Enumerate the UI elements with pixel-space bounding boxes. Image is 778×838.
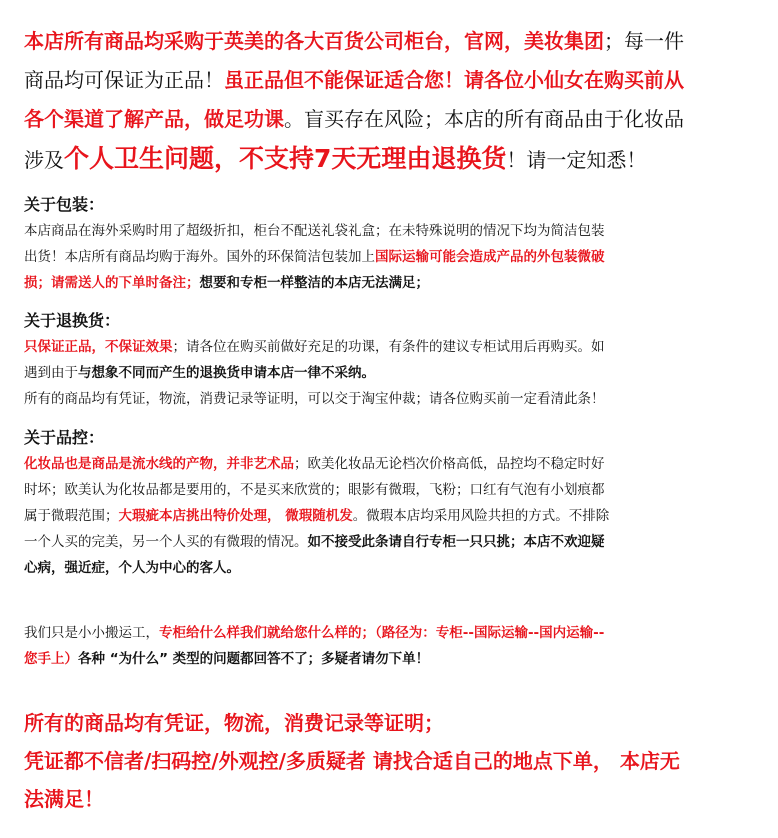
packaging-section [24,192,764,296]
packaging-body [24,218,764,296]
packaging-text: 本店商品在海外采购时用了超级折扣，柜台不配送礼袋礼盒；在未特殊说明的情况下均为简洁包装 [24,223,605,239]
intro-line-4 [24,139,764,180]
returns-heading: 关于退换货： [24,311,121,330]
quality-text: 一个人买的完美，另一个人买的有微瑕的情况。 [24,534,308,550]
packaging-text: 出货！本店所有商品均购于海外。国外的环保简洁包装加上 [24,249,375,265]
porter-section [24,620,764,672]
closing-text: 所有的商品均有凭证，物流，消费记录等证明； [24,711,444,735]
closing-text: 凭证都不信者/扫码控/外观控/多质疑者 请找合适自己的地点下单， 本店无 [24,749,680,773]
quality-heading: 关于品控： [24,428,105,447]
intro-red-text: 各个渠道了解产品，做足功课 [24,107,284,131]
returns-text: 所有的商品均有凭证，物流，消费记录等证明，可以交于淘宝仲裁；请各位购买前一定看清此条！ [24,391,605,407]
quality-bold-text: 心病，强近症，个人为中心的客人。 [24,560,240,576]
porter-red-text: 专柜给什么样我们就给您什么样的；（路径为：专柜--国际运输--国内运输-- [159,625,605,641]
intro-text: ；每一件 [604,29,684,53]
quality-text: 属于微瑕范围； [24,508,119,524]
intro-red-text: 虽正品但不能保证适合您！请各位小仙女在购买前从 [224,68,684,92]
porter-text: 我们只是小小搬运工， [24,625,159,641]
packaging-bold-text: 想要和专柜一样整洁的本店无法满足； [199,275,429,291]
returns-red-text: 只保证正品，不保证效果 [24,339,173,355]
porter-bold-text: 各种 “为什么” 类型的问题都回答不了；多疑者请勿下单！ [78,651,430,667]
intro-line-3 [24,100,764,139]
intro-line-2 [24,61,764,100]
closing-section [24,704,764,818]
packaging-red-text: 国际运输可能会造成产品的外包装微破 [375,249,605,265]
returns-text: ；请各位在购买前做好充足的功课，有条件的建议专柜试用后再购买。如 [172,339,605,355]
quality-text: 。微瑕本店均采用风险共担的方式。不排除 [352,508,610,524]
returns-section [24,308,764,412]
quality-red-text: 化妆品也是商品是流水线的产物，并非艺术品 [24,456,294,472]
quality-text: 时坏；欧美认为化妆品都是要用的，不是买来欣赏的；眼影有微瑕，飞粉；口红有气泡有小划痕都 [24,482,605,498]
intro-text: ！请一定知悉！ [506,148,647,172]
quality-text: ；欧美化妆品无论档次价格高低，品控均不稳定时好 [294,456,605,472]
porter-red-text: 您手上） [24,651,78,667]
closing-text: 法满足！ [24,787,104,811]
packaging-red-text: 损；请需送人的下单时备注； [24,275,200,291]
intro-red-text: 本店所有商品均采购于英美的各大百货公司柜台，官网，美妆集团 [24,29,604,53]
quality-section [24,425,764,581]
intro-text: 商品均可保证为正品！ [24,68,224,92]
quality-bold-text: 如不接受此条请自行专柜一只只挑；本店不欢迎疑 [307,534,605,550]
intro-text: 涉及 [24,148,64,172]
returns-text: 遇到由于 [24,365,78,381]
returns-body [24,334,764,412]
intro-section [24,22,764,180]
no-return-warning: 个人卫生问题，不支持7天无理由退换货 [64,144,507,173]
quality-body [24,451,764,581]
quality-red-text: 大瑕疵本店挑出特价处理， 微瑕随机发 [118,508,353,524]
returns-bold-text: 与想象不同而产生的退换货申请本店一律不采纳。 [78,365,375,381]
packaging-heading: 关于包装： [24,195,105,214]
intro-line-1 [24,22,764,61]
intro-text: 。盲买存在风险；本店的所有商品由于化妆品 [284,107,684,131]
